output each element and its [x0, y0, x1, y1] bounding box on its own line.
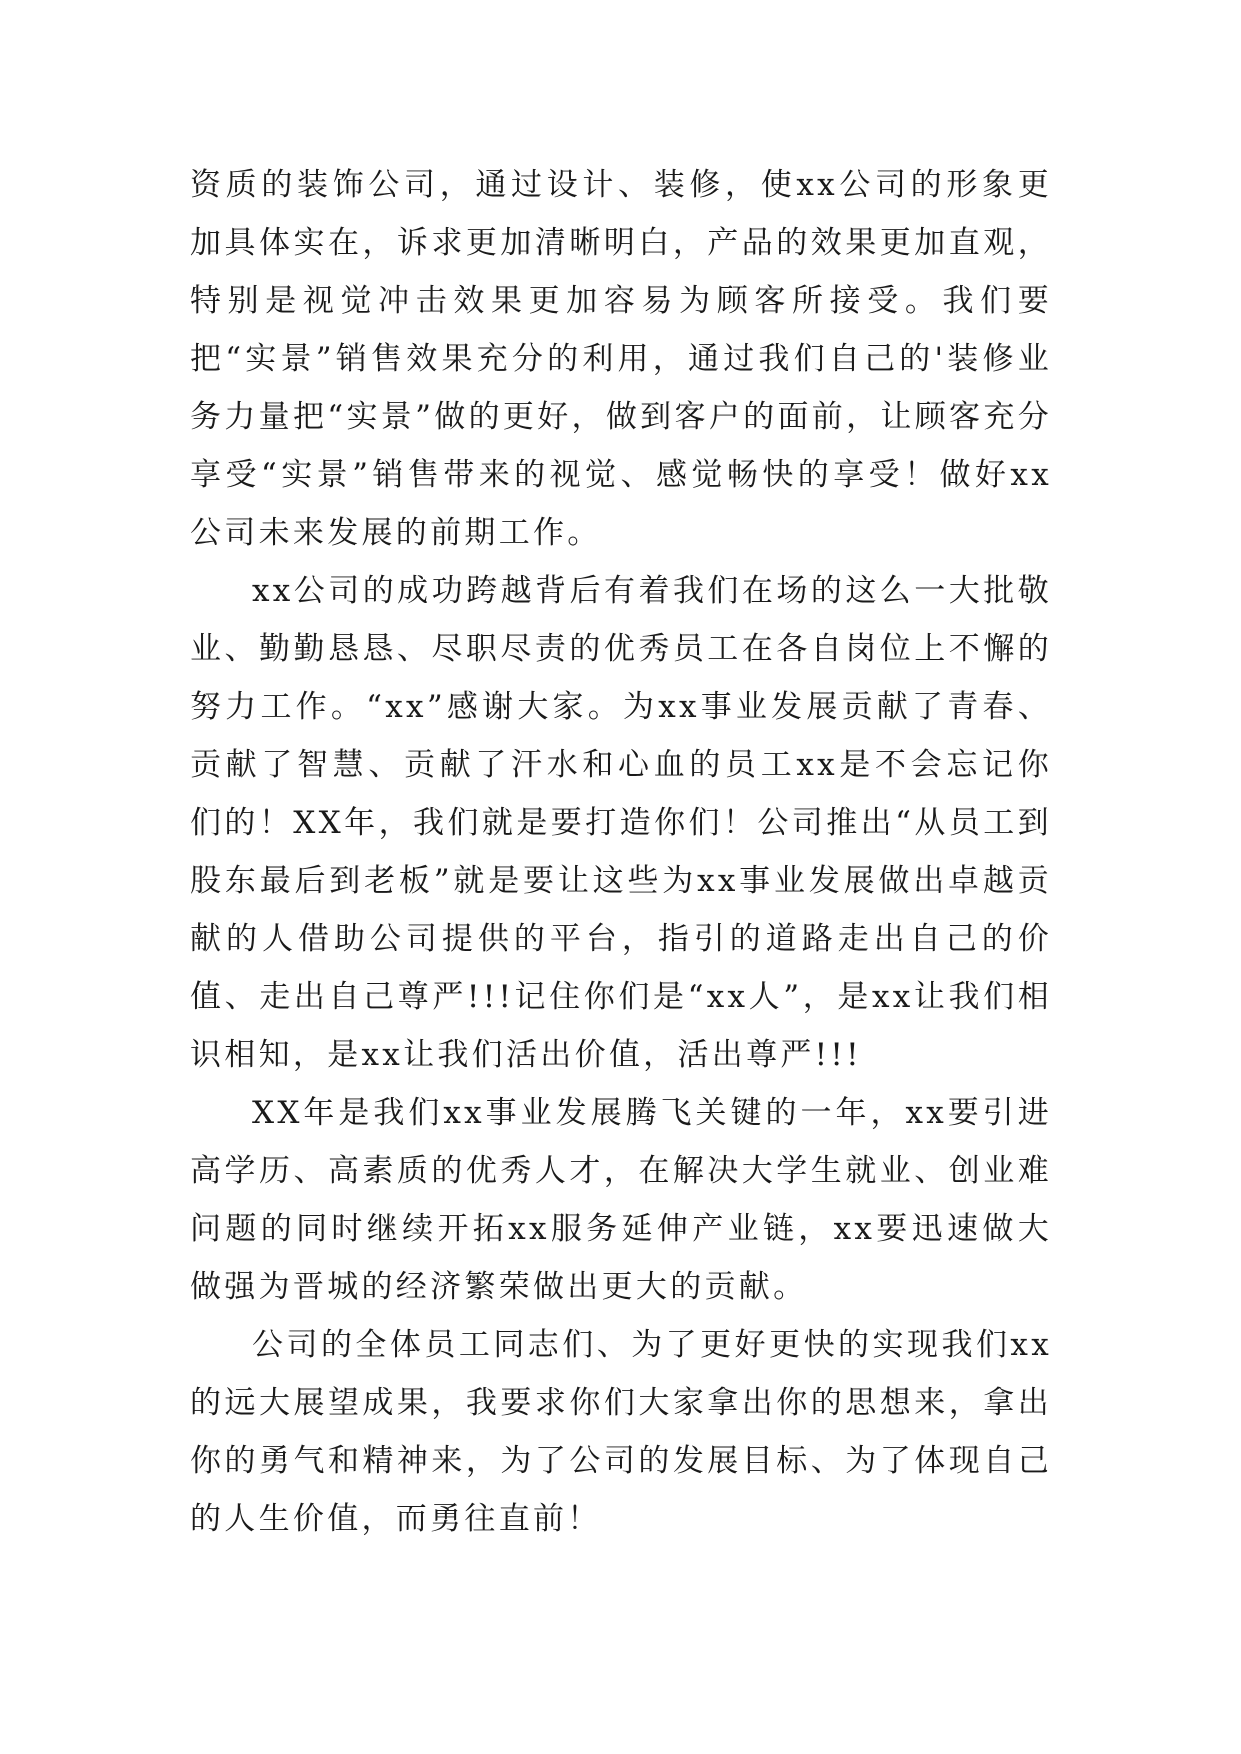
- paragraph-4: 公司的全体员工同志们、为了更好更快的实现我们xx的远大展望成果，我要求你们大家拿出你的思想来，拿出你的勇气和精神来，为了公司的发展目标、为了体现自己的人生价值，而勇往直前！: [190, 1327, 1052, 1537]
- document-body: [190, 156, 1052, 1548]
- paragraph-2: xx公司的成功跨越背后有着我们在场的这么一大批敬业、勤勤恳恳、尽职尽责的优秀员工在各自岗位上不懈的努力工作。“xx”感谢大家。为xx事业发展贡献了青春、贡献了智慧、贡献了汗水和心血的员工xx是不会忘记你们的！XX年，我们就是要打造你们！公司推出“从员工到股东最后到老板”就是要让这些为xx事业发展做出卓越贡献的人借助公司提供的平台，指引的道路走出自己的价值、走出自己尊严!!!记住你们是“xx人”，是xx让我们相识相知，是xx让我们活出价值，活出尊严!!!: [190, 573, 1052, 1073]
- paragraph-1: 资质的装饰公司，通过设计、装修，使xx公司的形象更加具体实在，诉求更加清晰明白，产品的效果更加直观，特别是视觉冲击效果更加容易为顾客所接受。我们要把“实景”销售效果充分的利用，通过我们自己的'装修业务力量把“实景”做的更好，做到客户的面前，让顾客充分享受“实景”销售带来的视觉、感觉畅快的享受！做好xx公司未来发展的前期工作。: [190, 167, 1052, 551]
- paragraph-3: XX年是我们xx事业发展腾飞关键的一年，xx要引进高学历、高素质的优秀人才，在解决大学生就业、创业难问题的同时继续开拓xx服务延伸产业链，xx要迅速做大做强为晋城的经济繁荣做出更大的贡献。: [190, 1095, 1052, 1305]
